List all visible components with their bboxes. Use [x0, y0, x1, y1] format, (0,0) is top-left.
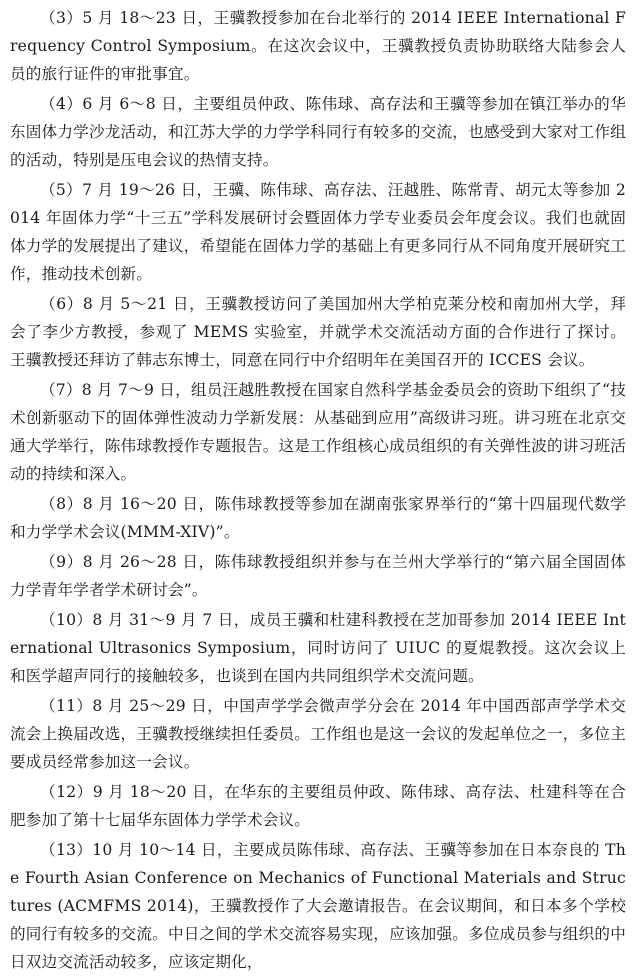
- paragraph-10: （10）8 月 31～9 月 7 日，成员王骥和杜建科教授在芝加哥参加 2014 IEEE International Ultrasonics Symposium，同时访问了 UIUC 的夏焜教授。这次会议上和医学超声同行的接触较多，也谈到在国内共同组织学术交流问题。: [10, 611, 626, 685]
- paragraph-6: （6）8 月 5～21 日，王骥教授访问了美国加州大学柏克莱分校和南加州大学，拜会了李少方教授，参观了 MEMS 实验室，并就学术交流活动方面的合作进行了探讨。王骥教授还拜访了韩志东博士，同意在同行中介绍明年在美国召开的 ICCES 会议。: [10, 295, 626, 369]
- paragraph-12: （12）9 月 18～20 日，在华东的主要组员仲政、陈伟球、高存法、杜建科等在合肥参加了第十七届华东固体力学学术会议。: [10, 783, 626, 829]
- paragraph-5: （5）7 月 19～26 日，王骥、陈伟球、高存法、汪越胜、陈常青、胡元太等参加 2014 年固体力学“十三五”学科发展研讨会暨固体力学专业委员会年度会议。我们也就固体力学的发展提出了建议，希望能在固体力学的基础上有更多同行从不同角度开展研究工作，推动技术创新。: [10, 181, 626, 283]
- paragraph-13: （13）10 月 10～14 日，主要成员陈伟球、高存法、王骥等参加在日本奈良的 The Fourth Asian Conference on Mechanics of Functional Materials and Structures (ACMFMS 2014)，王骥教授作了大会邀请报告。在会议期间，和日本多个学校的同行有较多的交流。中日之间的学术交流容易实现，应该加强。多位成员参与组织的中日双边交流活动较多，应该定期化，: [10, 841, 626, 971]
- paragraph-11: （11）8 月 25～29 日，中国声学学会微声学分会在 2014 年中国西部声学学术交流会上换届改选，王骥教授继续担任委员。工作组也是这一会议的发起单位之一，多位主要成员经常参加这一会议。: [10, 697, 626, 771]
- paragraph-8: （8）8 月 16～20 日，陈伟球教授等参加在湖南张家界举行的“第十四届现代数学和力学学术会议(MMM-XIV)”。: [10, 495, 626, 541]
- paragraph-3: （3）5 月 18～23 日，王骥教授参加在台北举行的 2014 IEEE International Frequency Control Symposium。在这次会议中，王骥教授负责协助联络大陆参会人员的旅行证件的审批事宜。: [10, 9, 626, 83]
- paragraph-4: （4）6 月 6～8 日，主要组员仲政、陈伟球、高存法和王骥等参加在镇江举办的华东固体力学沙龙活动，和江苏大学的力学学科同行有较多的交流，也感受到大家对工作组的活动，特别是压电会议的热情支持。: [10, 95, 626, 169]
- paragraph-7: （7）8 月 7～9 日，组员汪越胜教授在国家自然科学基金委员会的资助下组织了“技术创新驱动下的固体弹性波动力学新发展：从基础到应用”高级讲习班。讲习班在北京交通大学举行，陈伟球教授作专题报告。这是工作组核心成员组织的有关弹性波的讲习班活动的持续和深入。: [10, 381, 626, 483]
- paragraph-9: （9）8 月 26～28 日，陈伟球教授组织并参与在兰州大学举行的“第六届全国固体力学青年学者学术研讨会”。: [10, 553, 626, 599]
